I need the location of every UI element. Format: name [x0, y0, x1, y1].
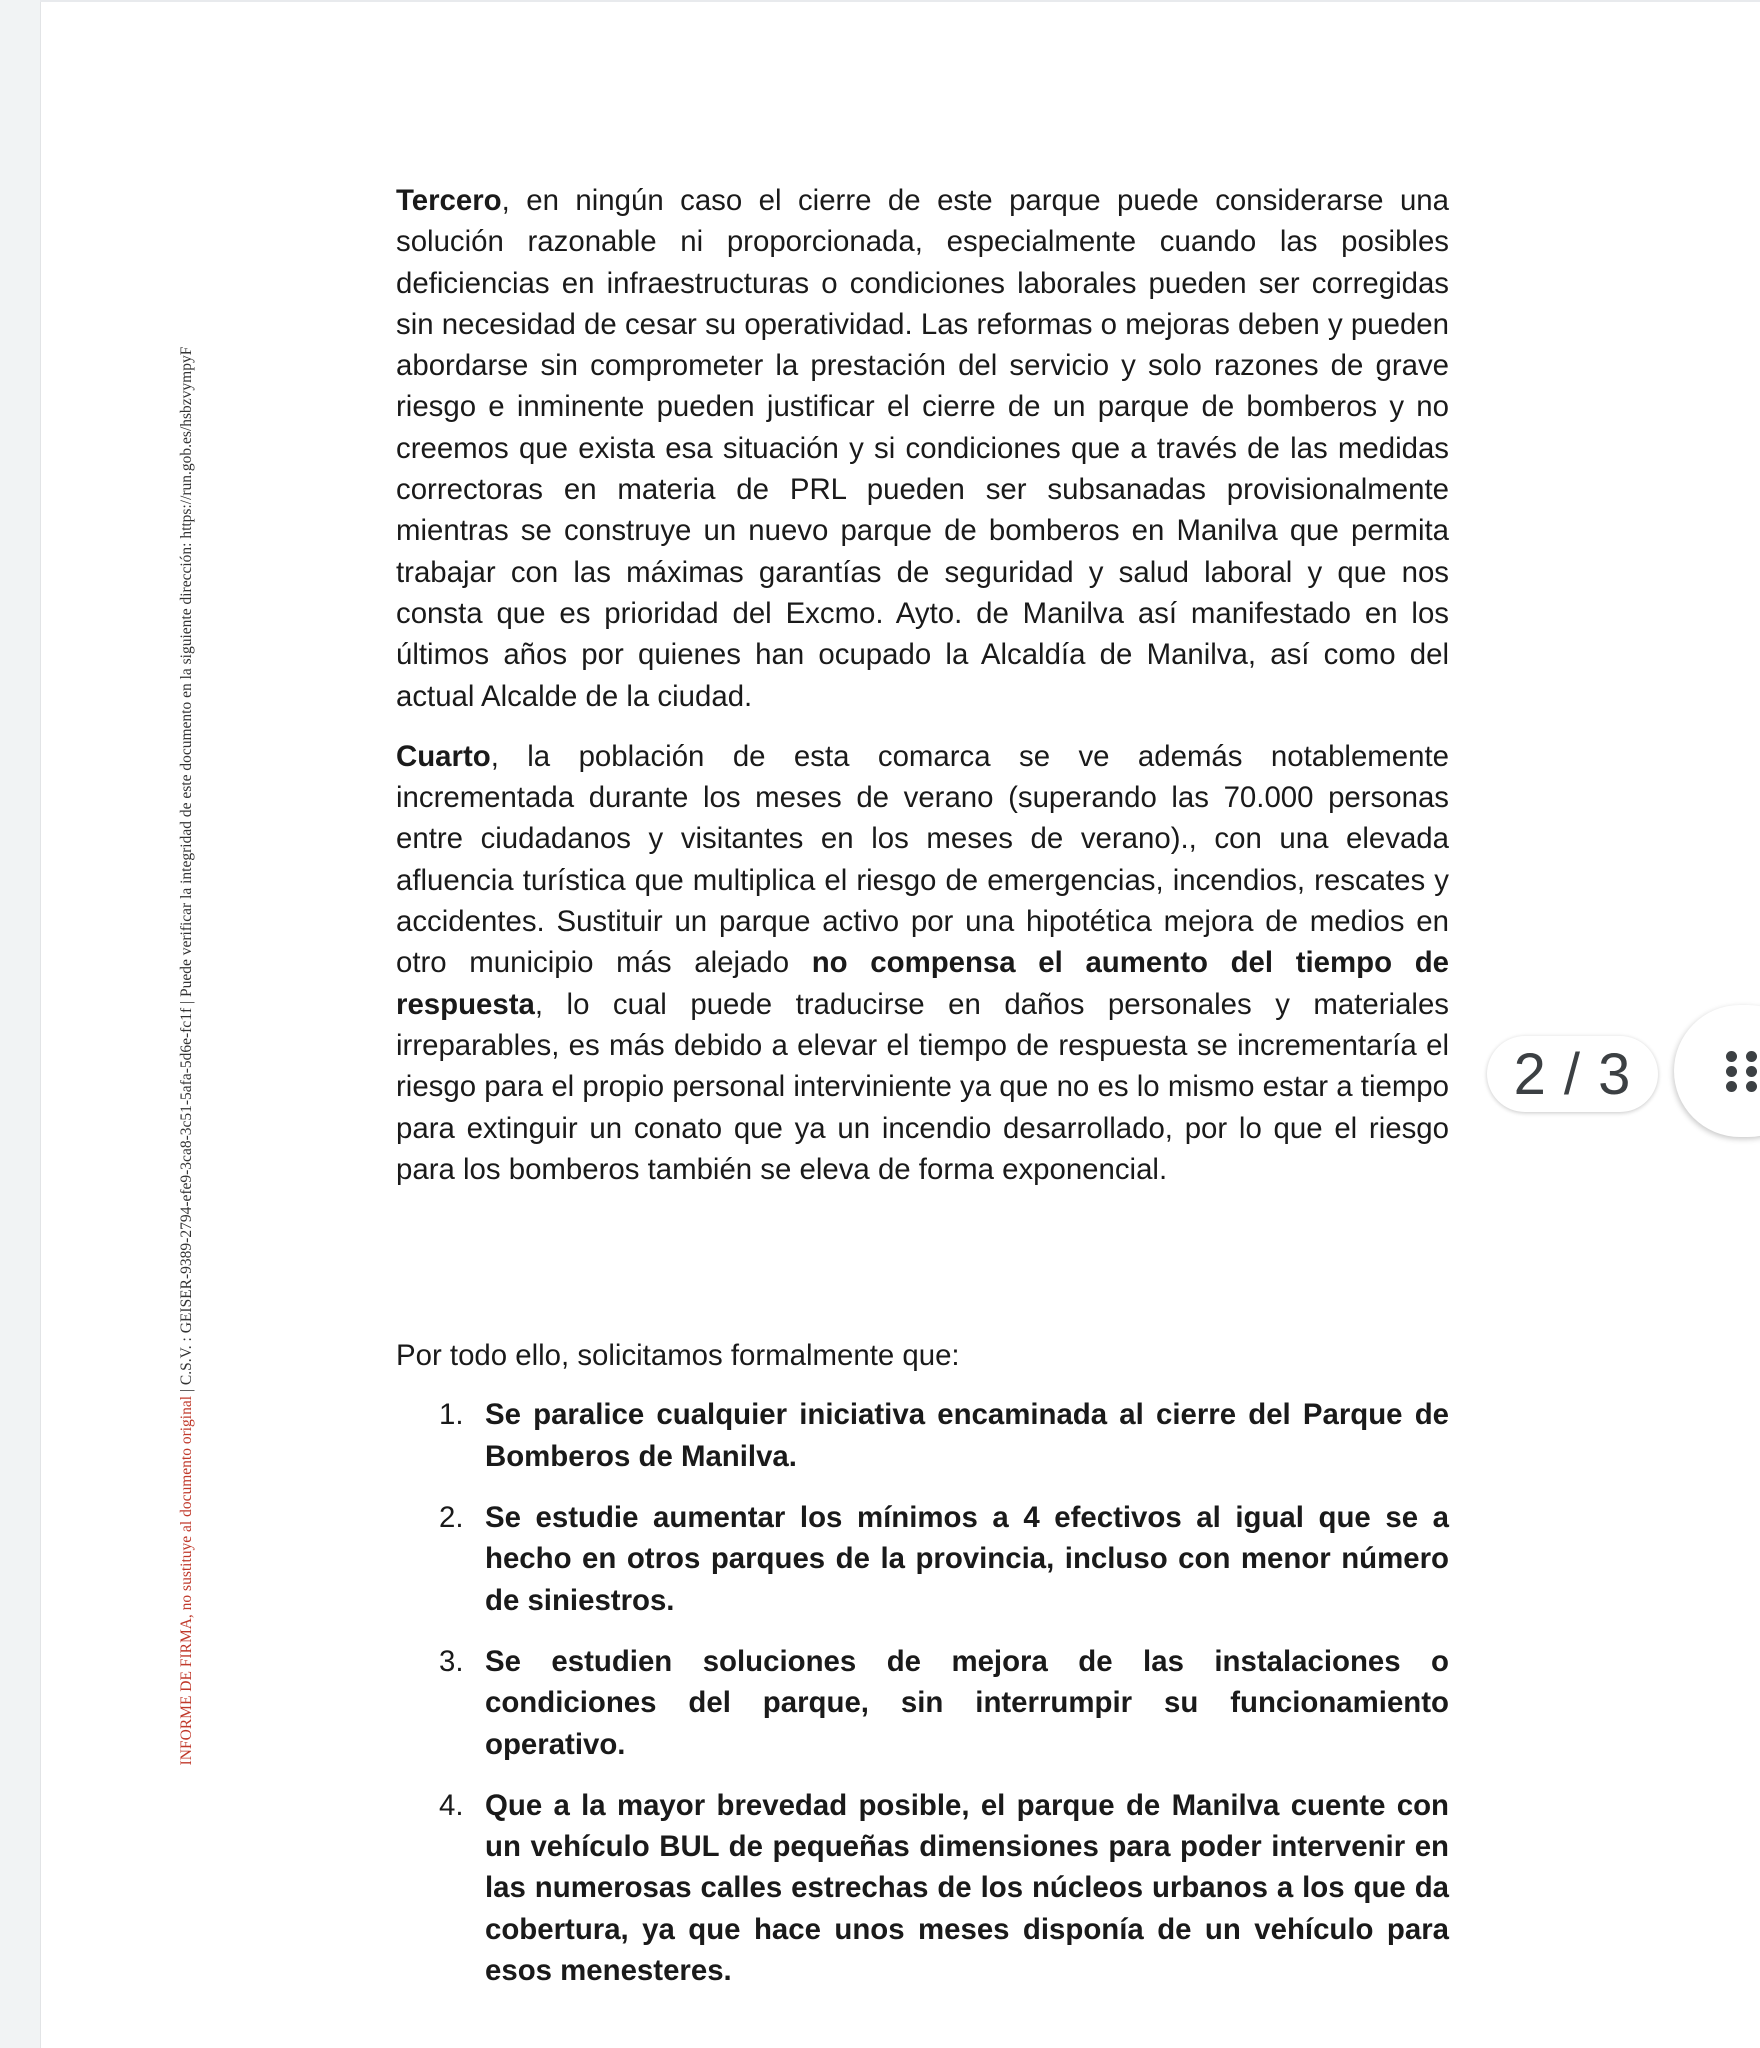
paragraph-tercero-text: , en ningún caso el cierre de este parque puede considerarse una solución razonable ni proporcionada, especialmente cuando las posibles deficiencias en infraestructuras o condiciones laborales pueden ser corregidas sin necesidad de cesar su operatividad. Las reformas o mejoras deben y pueden abordarse sin comprometer la prestación del servicio y solo razones de grave riesgo e inminente pueden justificar el cierre de un parque de bomberos y no creemos que exista esa situación y si condiciones que a través de las medidas correctoras en materia de PRL pueden ser subsanadas provisionalmente mientras se construye un nuevo parque de bomberos en Manilva que permita trabajar con las máximas garantías de seguridad y salud laboral y que nos consta que es prioridad del Excmo. Ayto. de Manilva así manifestado en los últimos años por quienes han ocupado la Alcaldía de Manilva, así como del actual Alcalde de la ciudad. — [396, 184, 1449, 713]
request-text: Que a la mayor brevedad posible, el parque de Manilva cuente con un vehículo BUL de pequeñas dimensiones para poder intervenir en las numerosas calles estrechas de los núcleos urbanos a los que da cobertura, ya que hace unos meses disponía de un vehículo para esos menesteres. — [485, 1788, 1449, 1987]
paragraph-cuarto-lead: Cuarto — [396, 739, 491, 773]
side-note-report-label: INFORME DE FIRMA, no sustituye al documento original — [178, 1395, 195, 1766]
paragraph-cuarto-text-1: , la población de esta comarca se ve además notablemente incrementada durante los meses de verano (superando las 70.000 personas entre ciudadanos y visitantes en los meses de verano)., con una elevada afluencia turística que multiplica el riesgo de emergencias, incendios, rescates y accidentes. Sustituir un parque activo por una hipotética mejora de medios en otro municipio más alejado — [396, 739, 1449, 980]
document-body — [396, 180, 1449, 2011]
request-number: 4. — [439, 1788, 464, 1822]
request-number: 3. — [439, 1644, 464, 1678]
side-note-csv-text: | C.S.V. : GEISER-9389-2794-efe9-3ca8-3c51-5afa-5d6e-fc1f | Puede verificar la integridad de este documento en la siguiente dirección: https://run.gob.es/hsbzvympyF — [178, 346, 195, 1396]
viewer-left-gutter — [0, 0, 41, 2048]
request-list — [396, 1394, 1449, 1991]
request-item — [396, 1641, 1449, 1765]
verification-side-note — [178, 347, 196, 1766]
paragraph-tercero — [396, 180, 1449, 717]
paragraph-cuarto-text-2: , lo cual puede traducirse en daños personales y materiales irreparables, es más debido a elevar el tiempo de respuesta se incrementaría el riesgo para el propio personal interviniente ya que no es lo mismo estar a tiempo para extinguir un conato que ya un incendio desarrollado, por lo que el riesgo para los bomberos también se eleva de forma exponencial. — [396, 987, 1449, 1186]
drag-handle-icon — [1726, 1051, 1756, 1093]
paragraph-cuarto-emphasis: no compensa el aumento del tiempo de respuesta — [396, 946, 1449, 1021]
request-intro: Por todo ello, solicitamos formalmente que: — [396, 1339, 960, 1373]
request-item — [396, 1785, 1449, 1991]
request-text: Se paralice cualquier iniciativa encaminada al cierre del Parque de Bomberos de Manilva. — [485, 1398, 1449, 1473]
request-text: Se estudien soluciones de mejora de las instalaciones o condiciones del parque, sin interrumpir su funcionamiento operativo. — [485, 1644, 1449, 1761]
page-indicator: 2 / 3 — [1487, 1036, 1658, 1112]
request-text: Se estudie aumentar los mínimos a 4 efectivos al igual que se a hecho en otros parques de la provincia, incluso con menor número de siniestros. — [485, 1501, 1449, 1617]
request-item — [396, 1394, 1449, 1477]
request-number: 1. — [439, 1398, 464, 1432]
request-item — [396, 1497, 1449, 1621]
paragraph-tercero-lead: Tercero — [396, 184, 502, 217]
paragraph-cuarto — [396, 736, 1449, 1190]
request-number: 2. — [439, 1501, 464, 1535]
